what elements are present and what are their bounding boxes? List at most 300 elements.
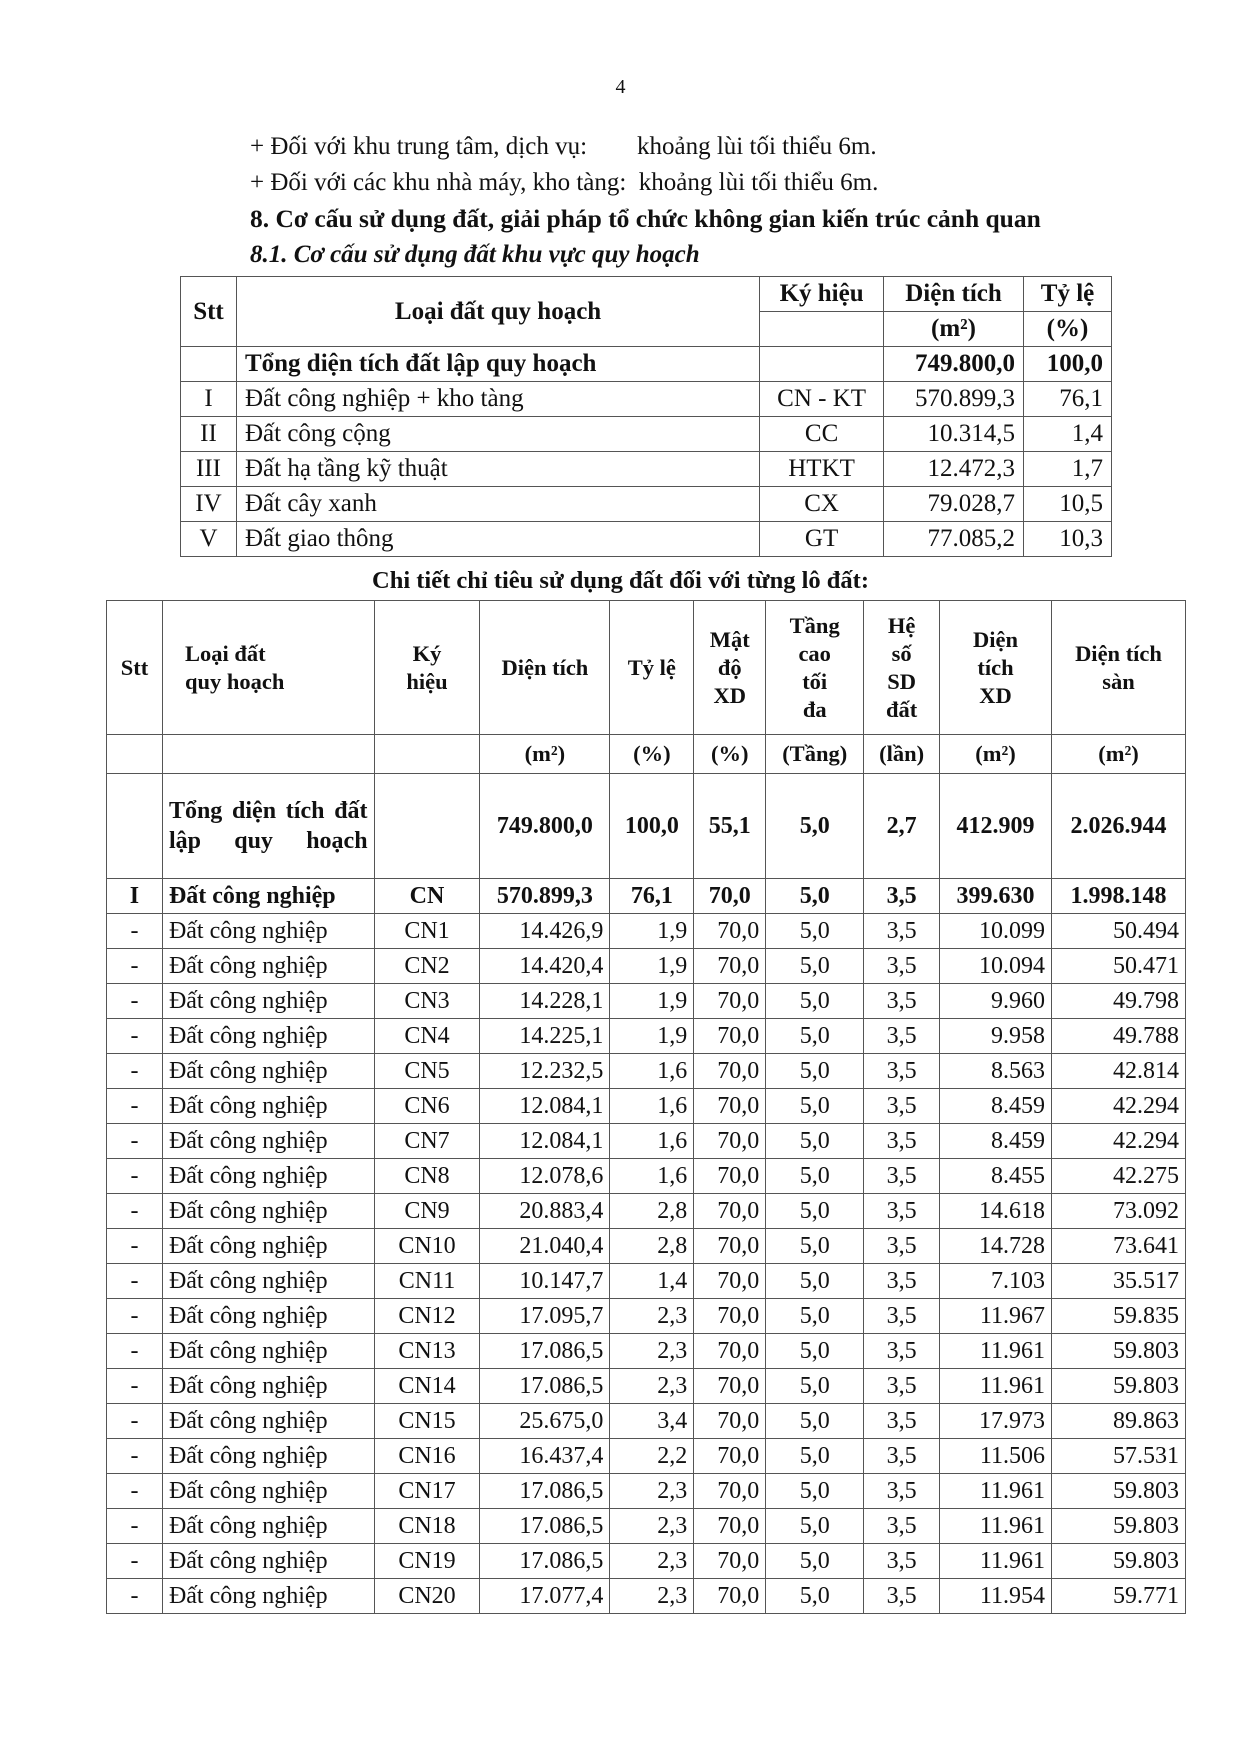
detail-cell-stt: - (107, 1474, 163, 1509)
detail-cell-floor-area: 59.803 (1052, 1544, 1186, 1579)
detail-cell-far: 3,5 (864, 1229, 940, 1264)
page-number: 4 (615, 76, 626, 98)
detail-table-row (107, 984, 1186, 1019)
detail-cell-area: 14.420,4 (480, 949, 610, 984)
detail-cell-far: 3,5 (864, 1264, 940, 1299)
detail-cell-area: 12.084,1 (480, 1124, 610, 1159)
detail-cell-build-area: 11.954 (940, 1579, 1052, 1614)
detail-cell-density: 70,0 (694, 984, 766, 1019)
detail-cell-far: 3,5 (864, 1089, 940, 1124)
detail-table-row (107, 1019, 1186, 1054)
detail-cell-ratio: 2,3 (610, 1474, 694, 1509)
detail-cell-symbol: CN13 (374, 1334, 480, 1369)
detail-table-row (107, 1509, 1186, 1544)
detail-cell-ratio: 2,2 (610, 1439, 694, 1474)
summary-header-ratio-unit: (%) (1024, 312, 1112, 347)
detail-cell-land-type: Đất công nghiệp (162, 1019, 374, 1054)
detail-cell-far: 3,5 (864, 1544, 940, 1579)
detail-cell-far: 3,5 (864, 1474, 940, 1509)
detail-table-row (107, 1054, 1186, 1089)
detail-cell-land-type: Đất công nghiệp (162, 984, 374, 1019)
detail-table-row (107, 1439, 1186, 1474)
detail-cell-symbol: CN1 (374, 914, 480, 949)
detail-cell-density: 70,0 (694, 1159, 766, 1194)
detail-cell-density: 70,0 (694, 1054, 766, 1089)
detail-cell-ratio: 1,9 (610, 984, 694, 1019)
detail-cell-floor-area: 59.803 (1052, 1509, 1186, 1544)
summary-cell-ratio: 10,3 (1024, 522, 1112, 557)
detail-cell-ratio: 1,6 (610, 1054, 694, 1089)
detail-cell-floors: 5,0 (766, 914, 864, 949)
summary-cell-ratio: 1,7 (1024, 452, 1112, 487)
detail-cell-area: 17.086,5 (480, 1369, 610, 1404)
summary-cell-symbol: CX (760, 487, 884, 522)
setback-factory-paragraph: + Đối với các khu nhà máy, kho tàng: khoảng lùi tối thiểu 6m. (250, 169, 879, 196)
detail-cell-floors: 5,0 (766, 1404, 864, 1439)
detail-cell-stt: - (107, 1509, 163, 1544)
detail-table-row (107, 1194, 1186, 1229)
summary-header-area: Diện tích (884, 277, 1024, 312)
detail-cell-floor-area: 59.835 (1052, 1299, 1186, 1334)
detail-cell-area: 25.675,0 (480, 1404, 610, 1439)
section-heading-8: 8. Cơ cấu sử dụng đất, giải pháp tổ chức không gian kiến trúc cảnh quan (250, 204, 1041, 233)
detail-cell-stt: - (107, 1439, 163, 1474)
detail-cell-build-area: 11.506 (940, 1439, 1052, 1474)
detail-cell-stt: - (107, 1054, 163, 1089)
detail-cell-symbol: CN7 (374, 1124, 480, 1159)
summary-total-stt (181, 347, 237, 382)
detail-cell-area: 17.086,5 (480, 1509, 610, 1544)
detail-cell-land-type: Đất công nghiệp (162, 1194, 374, 1229)
detail-cell-floor-area: 89.863 (1052, 1404, 1186, 1439)
detail-cell-build-area: 11.961 (940, 1334, 1052, 1369)
summary-table-row (181, 452, 1112, 487)
detail-group-far: 3,5 (864, 879, 940, 914)
detail-table-row (107, 1124, 1186, 1159)
summary-cell-land-type: Đất công cộng (236, 417, 759, 452)
detail-table-row (107, 1579, 1186, 1614)
detail-unit-land-type (162, 735, 374, 774)
detail-cell-symbol: CN2 (374, 949, 480, 984)
detail-unit-floors: (Tầng) (766, 735, 864, 774)
detail-cell-build-area: 10.099 (940, 914, 1052, 949)
detail-cell-land-type: Đất công nghiệp (162, 1439, 374, 1474)
detail-cell-symbol: CN3 (374, 984, 480, 1019)
detail-table-row (107, 1334, 1186, 1369)
detail-cell-floor-area: 73.092 (1052, 1194, 1186, 1229)
detail-header-far-line1: Hệ (887, 612, 916, 638)
summary-total-symbol (760, 347, 884, 382)
detail-cell-density: 70,0 (694, 1544, 766, 1579)
detail-cell-area: 10.147,7 (480, 1264, 610, 1299)
detail-cell-floor-area: 59.803 (1052, 1369, 1186, 1404)
detail-cell-area: 17.086,5 (480, 1334, 610, 1369)
detail-header-floor-area-line1: Diện tích (1075, 640, 1162, 666)
detail-cell-build-area: 9.958 (940, 1019, 1052, 1054)
detail-total-density: 55,1 (694, 774, 766, 879)
detail-cell-symbol: CN14 (374, 1369, 480, 1404)
detail-cell-floors: 5,0 (766, 1264, 864, 1299)
detail-table-row (107, 914, 1186, 949)
detail-cell-build-area: 8.459 (940, 1089, 1052, 1124)
detail-group-density: 70,0 (694, 879, 766, 914)
detail-cell-ratio: 2,8 (610, 1229, 694, 1264)
detail-header-ratio (610, 601, 694, 735)
summary-header-stt: Stt (181, 277, 237, 347)
detail-cell-symbol: CN19 (374, 1544, 480, 1579)
detail-cell-stt: - (107, 914, 163, 949)
detail-cell-density: 70,0 (694, 1019, 766, 1054)
detail-cell-symbol: CN18 (374, 1509, 480, 1544)
detail-header-build-area-line3: XD (979, 682, 1012, 708)
summary-cell-symbol: GT (760, 522, 884, 557)
detail-cell-floor-area: 42.814 (1052, 1054, 1186, 1089)
detail-header-floors-line4: đa (802, 696, 827, 722)
detail-cell-ratio: 2,8 (610, 1194, 694, 1229)
detail-cell-density: 70,0 (694, 1264, 766, 1299)
summary-cell-stt: II (181, 417, 237, 452)
detail-cell-stt: - (107, 949, 163, 984)
detail-table-row (107, 949, 1186, 984)
summary-cell-stt: V (181, 522, 237, 557)
detail-cell-symbol: CN8 (374, 1159, 480, 1194)
detail-cell-stt: - (107, 1159, 163, 1194)
detail-group-row (107, 879, 1186, 914)
detail-table-row (107, 1299, 1186, 1334)
detail-cell-symbol: CN12 (374, 1299, 480, 1334)
detail-total-build-area: 412.909 (940, 774, 1052, 879)
detail-cell-land-type: Đất công nghiệp (162, 1334, 374, 1369)
summary-total-land-type: Tổng diện tích đất lập quy hoạch (236, 347, 759, 382)
detail-header-floors-line1: Tầng (789, 612, 840, 638)
detail-header-build-area-line2: tích (977, 654, 1014, 680)
detail-header-symbol-line1: Ký (412, 640, 442, 666)
detail-total-row (107, 774, 1186, 879)
detail-group-area: 570.899,3 (480, 879, 610, 914)
detail-cell-floors: 5,0 (766, 984, 864, 1019)
detail-cell-floor-area: 49.788 (1052, 1019, 1186, 1054)
detail-header-floors-line3: tối (802, 668, 828, 694)
land-use-summary-table (180, 276, 1112, 557)
detail-cell-symbol: CN20 (374, 1579, 480, 1614)
detail-table-row (107, 1404, 1186, 1439)
detail-total-symbol (374, 774, 480, 879)
detail-cell-ratio: 1,9 (610, 1019, 694, 1054)
summary-cell-land-type: Đất cây xanh (236, 487, 759, 522)
detail-cell-area: 12.078,6 (480, 1159, 610, 1194)
detail-cell-stt: - (107, 1019, 163, 1054)
detail-cell-land-type: Đất công nghiệp (162, 1264, 374, 1299)
detail-header-symbol-line2: hiệu (406, 668, 448, 694)
detail-cell-density: 70,0 (694, 1229, 766, 1264)
summary-total-row (181, 347, 1112, 382)
summary-total-ratio: 100,0 (1024, 347, 1112, 382)
detail-header-density-line3: XD (713, 682, 747, 708)
summary-cell-area: 10.314,5 (884, 417, 1024, 452)
detail-cell-area: 17.077,4 (480, 1579, 610, 1614)
detail-unit-row (107, 735, 1186, 774)
detail-header-far-line4: đất (885, 696, 918, 722)
detail-header-density-line2: độ (717, 654, 742, 680)
detail-cell-density: 70,0 (694, 1124, 766, 1159)
detail-cell-density: 70,0 (694, 1579, 766, 1614)
detail-cell-stt: - (107, 1404, 163, 1439)
detail-cell-far: 3,5 (864, 984, 940, 1019)
detail-cell-far: 3,5 (864, 1509, 940, 1544)
detail-cell-ratio: 2,3 (610, 1579, 694, 1614)
detail-table-row (107, 1159, 1186, 1194)
detail-cell-stt: - (107, 1299, 163, 1334)
detail-cell-build-area: 11.961 (940, 1544, 1052, 1579)
detail-cell-land-type: Đất công nghiệp (162, 1544, 374, 1579)
detail-group-symbol: CN (374, 879, 480, 914)
detail-table-row (107, 1089, 1186, 1124)
detail-cell-floors: 5,0 (766, 1124, 864, 1159)
detail-cell-land-type: Đất công nghiệp (162, 1404, 374, 1439)
detail-cell-land-type: Đất công nghiệp (162, 1159, 374, 1194)
detail-cell-area: 17.095,7 (480, 1299, 610, 1334)
detail-cell-symbol: CN17 (374, 1474, 480, 1509)
summary-cell-area: 79.028,7 (884, 487, 1024, 522)
detail-cell-density: 70,0 (694, 1404, 766, 1439)
detail-cell-far: 3,5 (864, 1019, 940, 1054)
detail-total-stt (107, 774, 163, 879)
detail-cell-build-area: 11.967 (940, 1299, 1052, 1334)
detail-cell-stt: - (107, 1264, 163, 1299)
detail-cell-area: 21.040,4 (480, 1229, 610, 1264)
detail-table-row (107, 1544, 1186, 1579)
detail-cell-floors: 5,0 (766, 1054, 864, 1089)
detail-unit-density: (%) (694, 735, 766, 774)
detail-cell-land-type: Đất công nghiệp (162, 1579, 374, 1614)
detail-cell-build-area: 7.103 (940, 1264, 1052, 1299)
detail-cell-far: 3,5 (864, 949, 940, 984)
detail-cell-floor-area: 42.294 (1052, 1124, 1186, 1159)
detail-total-floor-area: 2.026.944 (1052, 774, 1186, 879)
detail-group-stt: I (107, 879, 163, 914)
detail-cell-land-type: Đất công nghiệp (162, 914, 374, 949)
detail-cell-stt: - (107, 1369, 163, 1404)
detail-cell-symbol: CN4 (374, 1019, 480, 1054)
detail-cell-build-area: 11.961 (940, 1509, 1052, 1544)
detail-cell-floor-area: 42.294 (1052, 1089, 1186, 1124)
detail-cell-floors: 5,0 (766, 1439, 864, 1474)
detail-cell-ratio: 1,6 (610, 1159, 694, 1194)
detail-cell-stt: - (107, 1089, 163, 1124)
detail-cell-floors: 5,0 (766, 1544, 864, 1579)
detail-cell-floors: 5,0 (766, 949, 864, 984)
detail-cell-land-type: Đất công nghiệp (162, 1369, 374, 1404)
detail-cell-density: 70,0 (694, 1439, 766, 1474)
detail-cell-floors: 5,0 (766, 1089, 864, 1124)
detail-cell-far: 3,5 (864, 1159, 940, 1194)
detail-cell-density: 70,0 (694, 1334, 766, 1369)
detail-cell-symbol: CN6 (374, 1089, 480, 1124)
detail-header-floors (766, 601, 864, 735)
detail-cell-density: 70,0 (694, 1369, 766, 1404)
detail-header-area (480, 601, 610, 735)
detail-table-row (107, 1264, 1186, 1299)
detail-cell-ratio: 2,3 (610, 1509, 694, 1544)
detail-cell-build-area: 9.960 (940, 984, 1052, 1019)
detail-cell-floors: 5,0 (766, 1334, 864, 1369)
detail-group-floors: 5,0 (766, 879, 864, 914)
detail-unit-ratio: (%) (610, 735, 694, 774)
summary-cell-symbol: HTKT (760, 452, 884, 487)
summary-header-row (181, 277, 1112, 312)
summary-cell-stt: III (181, 452, 237, 487)
summary-header-area-unit: (m²) (884, 312, 1024, 347)
setback-service-paragraph: + Đối với khu trung tâm, dịch vụ: khoảng lùi tối thiểu 6m. (250, 133, 877, 160)
detail-cell-ratio: 2,3 (610, 1369, 694, 1404)
detail-cell-density: 70,0 (694, 1194, 766, 1229)
detail-cell-build-area: 8.459 (940, 1124, 1052, 1159)
detail-cell-build-area: 17.973 (940, 1404, 1052, 1439)
detail-group-ratio: 76,1 (610, 879, 694, 914)
detail-cell-symbol: CN15 (374, 1404, 480, 1439)
detail-cell-floors: 5,0 (766, 1229, 864, 1264)
detail-total-ratio: 100,0 (610, 774, 694, 879)
detail-header-land-type-line2: quy hoạch (184, 668, 285, 694)
detail-cell-ratio: 1,4 (610, 1264, 694, 1299)
detail-cell-floor-area: 59.771 (1052, 1579, 1186, 1614)
detail-cell-area: 14.225,1 (480, 1019, 610, 1054)
summary-table-row (181, 487, 1112, 522)
detail-cell-land-type: Đất công nghiệp (162, 1089, 374, 1124)
detail-header-floors-line2: cao (798, 640, 831, 666)
detail-group-land-type: Đất công nghiệp (162, 879, 374, 914)
detail-cell-floors: 5,0 (766, 1299, 864, 1334)
detail-cell-area: 12.232,5 (480, 1054, 610, 1089)
summary-header-symbol: Ký hiệu (760, 277, 884, 312)
summary-cell-stt: IV (181, 487, 237, 522)
detail-header-density (694, 601, 766, 735)
detail-cell-stt: - (107, 1334, 163, 1369)
summary-cell-ratio: 1,4 (1024, 417, 1112, 452)
detail-cell-stt: - (107, 984, 163, 1019)
detail-cell-ratio: 1,6 (610, 1124, 694, 1159)
detail-header-far-line3: SD (887, 668, 916, 694)
detail-unit-far: (lần) (864, 735, 940, 774)
summary-cell-area: 570.899,3 (884, 382, 1024, 417)
detail-cell-density: 70,0 (694, 1474, 766, 1509)
detail-total-floors: 5,0 (766, 774, 864, 879)
detail-table-row (107, 1229, 1186, 1264)
detail-cell-symbol: CN16 (374, 1439, 480, 1474)
detail-unit-floor-area: (m²) (1052, 735, 1186, 774)
detail-unit-symbol (374, 735, 480, 774)
detail-cell-land-type: Đất công nghiệp (162, 1124, 374, 1159)
detail-header-stt-text: Stt (120, 654, 149, 680)
detail-cell-build-area: 14.618 (940, 1194, 1052, 1229)
detail-cell-floors: 5,0 (766, 1159, 864, 1194)
detail-cell-ratio: 2,3 (610, 1299, 694, 1334)
detail-header-stt (107, 601, 163, 735)
summary-table-row (181, 522, 1112, 557)
detail-cell-symbol: CN5 (374, 1054, 480, 1089)
detail-cell-floors: 5,0 (766, 1019, 864, 1054)
detail-header-land-type (162, 601, 374, 735)
section-heading-8-1: 8.1. Cơ cấu sử dụng đất khu vực quy hoạch (250, 241, 700, 268)
detail-header-symbol (374, 601, 480, 735)
detail-cell-far: 3,5 (864, 1299, 940, 1334)
detail-cell-ratio: 1,9 (610, 949, 694, 984)
detail-table-row (107, 1474, 1186, 1509)
detail-header-density-line1: Mật (709, 626, 750, 652)
summary-table-row (181, 417, 1112, 452)
detail-header-land-type-line1: Loại đất (184, 640, 266, 666)
detail-cell-land-type: Đất công nghiệp (162, 1509, 374, 1544)
detail-cell-floors: 5,0 (766, 1194, 864, 1229)
summary-header-ratio: Tỷ lệ (1024, 277, 1112, 312)
detail-table-caption: Chi tiết chỉ tiêu sử dụng đất đối với từng lô đất: (372, 567, 869, 594)
detail-unit-area: (m²) (480, 735, 610, 774)
summary-cell-area: 12.472,3 (884, 452, 1024, 487)
detail-cell-density: 70,0 (694, 1509, 766, 1544)
detail-cell-floors: 5,0 (766, 1579, 864, 1614)
detail-cell-land-type: Đất công nghiệp (162, 1299, 374, 1334)
detail-cell-floors: 5,0 (766, 1509, 864, 1544)
detail-cell-floor-area: 35.517 (1052, 1264, 1186, 1299)
detail-header-floor-area (1052, 601, 1186, 735)
detail-cell-far: 3,5 (864, 1194, 940, 1229)
detail-group-build-area: 399.630 (940, 879, 1052, 914)
detail-header-floor-area-line2: sàn (1102, 668, 1135, 694)
detail-total-area: 749.800,0 (480, 774, 610, 879)
summary-total-area: 749.800,0 (884, 347, 1024, 382)
summary-header-symbol-unit (760, 312, 884, 347)
detail-cell-build-area: 11.961 (940, 1369, 1052, 1404)
detail-cell-land-type: Đất công nghiệp (162, 1229, 374, 1264)
summary-cell-stt: I (181, 382, 237, 417)
detail-cell-stt: - (107, 1579, 163, 1614)
detail-cell-ratio: 3,4 (610, 1404, 694, 1439)
detail-cell-density: 70,0 (694, 914, 766, 949)
detail-total-land-type: Tổng diện tích đất lập quy hoạch (162, 774, 374, 879)
detail-header-far (864, 601, 940, 735)
detail-cell-floor-area: 50.471 (1052, 949, 1186, 984)
summary-cell-symbol: CN - KT (760, 382, 884, 417)
summary-cell-ratio: 76,1 (1024, 382, 1112, 417)
detail-header-area-text: Diện tích (501, 654, 589, 680)
detail-cell-land-type: Đất công nghiệp (162, 1474, 374, 1509)
detail-cell-build-area: 11.961 (940, 1474, 1052, 1509)
detail-cell-far: 3,5 (864, 1404, 940, 1439)
detail-cell-build-area: 8.455 (940, 1159, 1052, 1194)
detail-cell-area: 12.084,1 (480, 1089, 610, 1124)
detail-cell-floor-area: 50.494 (1052, 914, 1186, 949)
detail-cell-symbol: CN11 (374, 1264, 480, 1299)
summary-cell-land-type: Đất hạ tầng kỹ thuật (236, 452, 759, 487)
detail-header-row (107, 601, 1186, 735)
detail-cell-floor-area: 73.641 (1052, 1229, 1186, 1264)
detail-cell-area: 17.086,5 (480, 1544, 610, 1579)
detail-cell-land-type: Đất công nghiệp (162, 1054, 374, 1089)
detail-cell-stt: - (107, 1544, 163, 1579)
detail-cell-far: 3,5 (864, 1369, 940, 1404)
detail-cell-ratio: 1,9 (610, 914, 694, 949)
detail-cell-density: 70,0 (694, 1299, 766, 1334)
detail-total-far: 2,7 (864, 774, 940, 879)
detail-cell-area: 20.883,4 (480, 1194, 610, 1229)
detail-cell-stt: - (107, 1229, 163, 1264)
detail-cell-area: 17.086,5 (480, 1474, 610, 1509)
detail-cell-area: 14.228,1 (480, 984, 610, 1019)
detail-unit-stt (107, 735, 163, 774)
detail-cell-land-type: Đất công nghiệp (162, 949, 374, 984)
plot-detail-table (106, 600, 1186, 1614)
detail-cell-floors: 5,0 (766, 1369, 864, 1404)
